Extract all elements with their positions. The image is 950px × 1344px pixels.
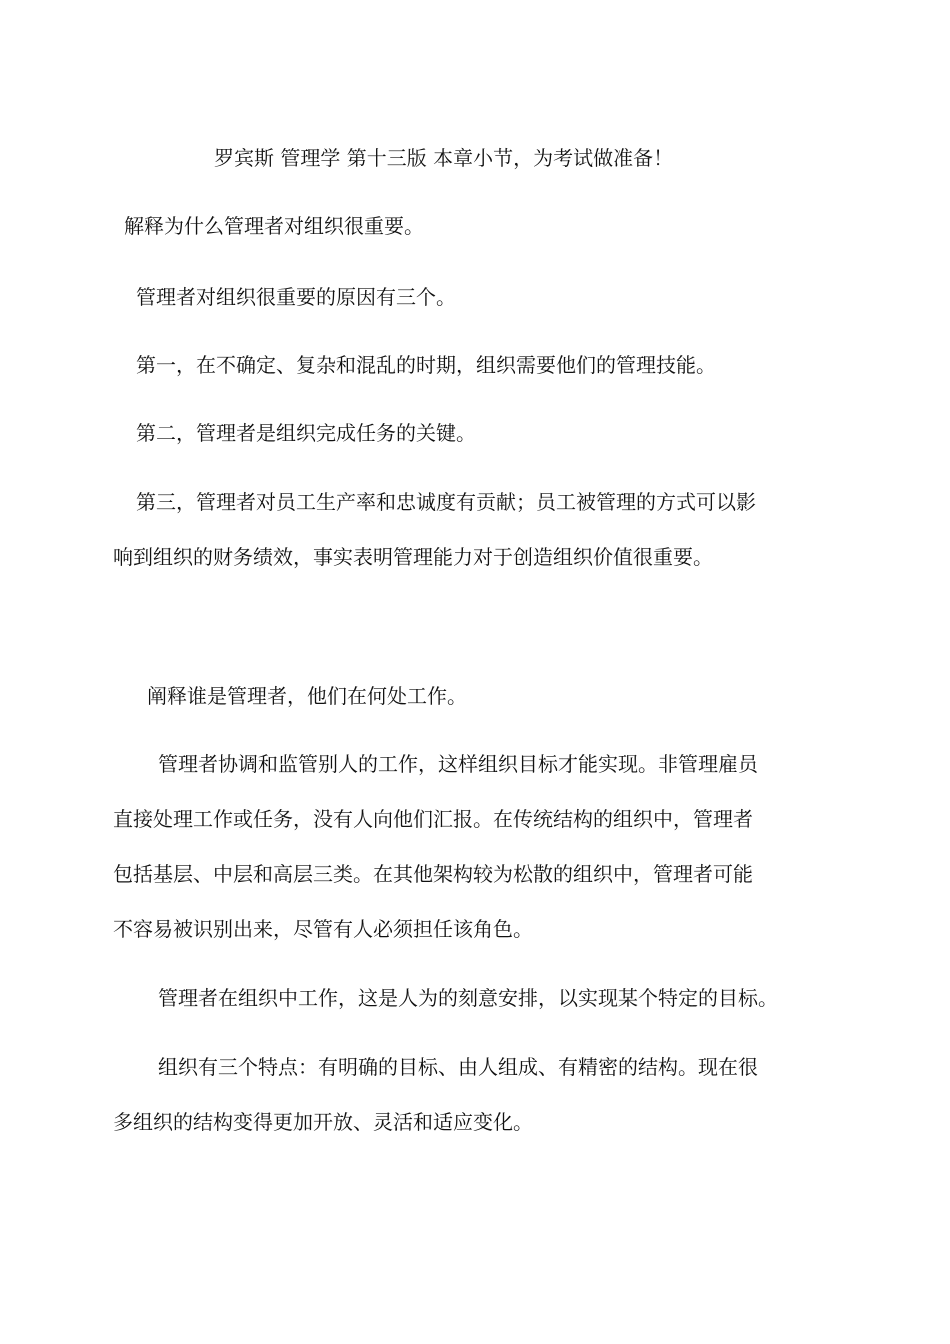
section2-paragraph3-line2: 多组织的结构变得更加开放、灵活和适应变化。 [113,1110,533,1134]
section1-question: 解释为什么管理者对组织很重要。 [124,214,424,238]
section2-paragraph1-line4: 不容易被识别出来，尽管有人必须担任该角色。 [113,917,533,941]
section1-paragraph-intro: 管理者对组织很重要的原因有三个。 [136,285,456,309]
section2-paragraph1-line2: 直接处理工作或任务，没有人向他们汇报。在传统结构的组织中，管理者 [113,807,753,831]
section1-paragraph-first: 第一，在不确定、复杂和混乱的时期，组织需要他们的管理技能。 [136,353,716,377]
section2-paragraph1-line3: 包括基层、中层和高层三类。在其他架构较为松散的组织中，管理者可能 [113,862,753,886]
section1-paragraph-third-line1: 第三，管理者对员工生产率和忠诚度有贡献；员工被管理的方式可以影 [136,490,756,514]
document-title: 罗宾斯 管理学 第十三版 本章小节，为考试做准备！ [214,146,674,170]
section2-question: 阐释谁是管理者，他们在何处工作。 [147,684,467,708]
section2-paragraph2: 管理者在组织中工作，这是人为的刻意安排，以实现某个特定的目标。 [158,986,778,1010]
section2-paragraph3-line1: 组织有三个特点：有明确的目标、由人组成、有精密的结构。现在很 [158,1055,758,1079]
section1-paragraph-second: 第二，管理者是组织完成任务的关键。 [136,421,476,445]
section1-paragraph-third-line2: 响到组织的财务绩效，事实表明管理能力对于创造组织价值很重要。 [113,545,713,569]
section2-paragraph1-line1: 管理者协调和监管别人的工作，这样组织目标才能实现。非管理雇员 [158,752,758,776]
